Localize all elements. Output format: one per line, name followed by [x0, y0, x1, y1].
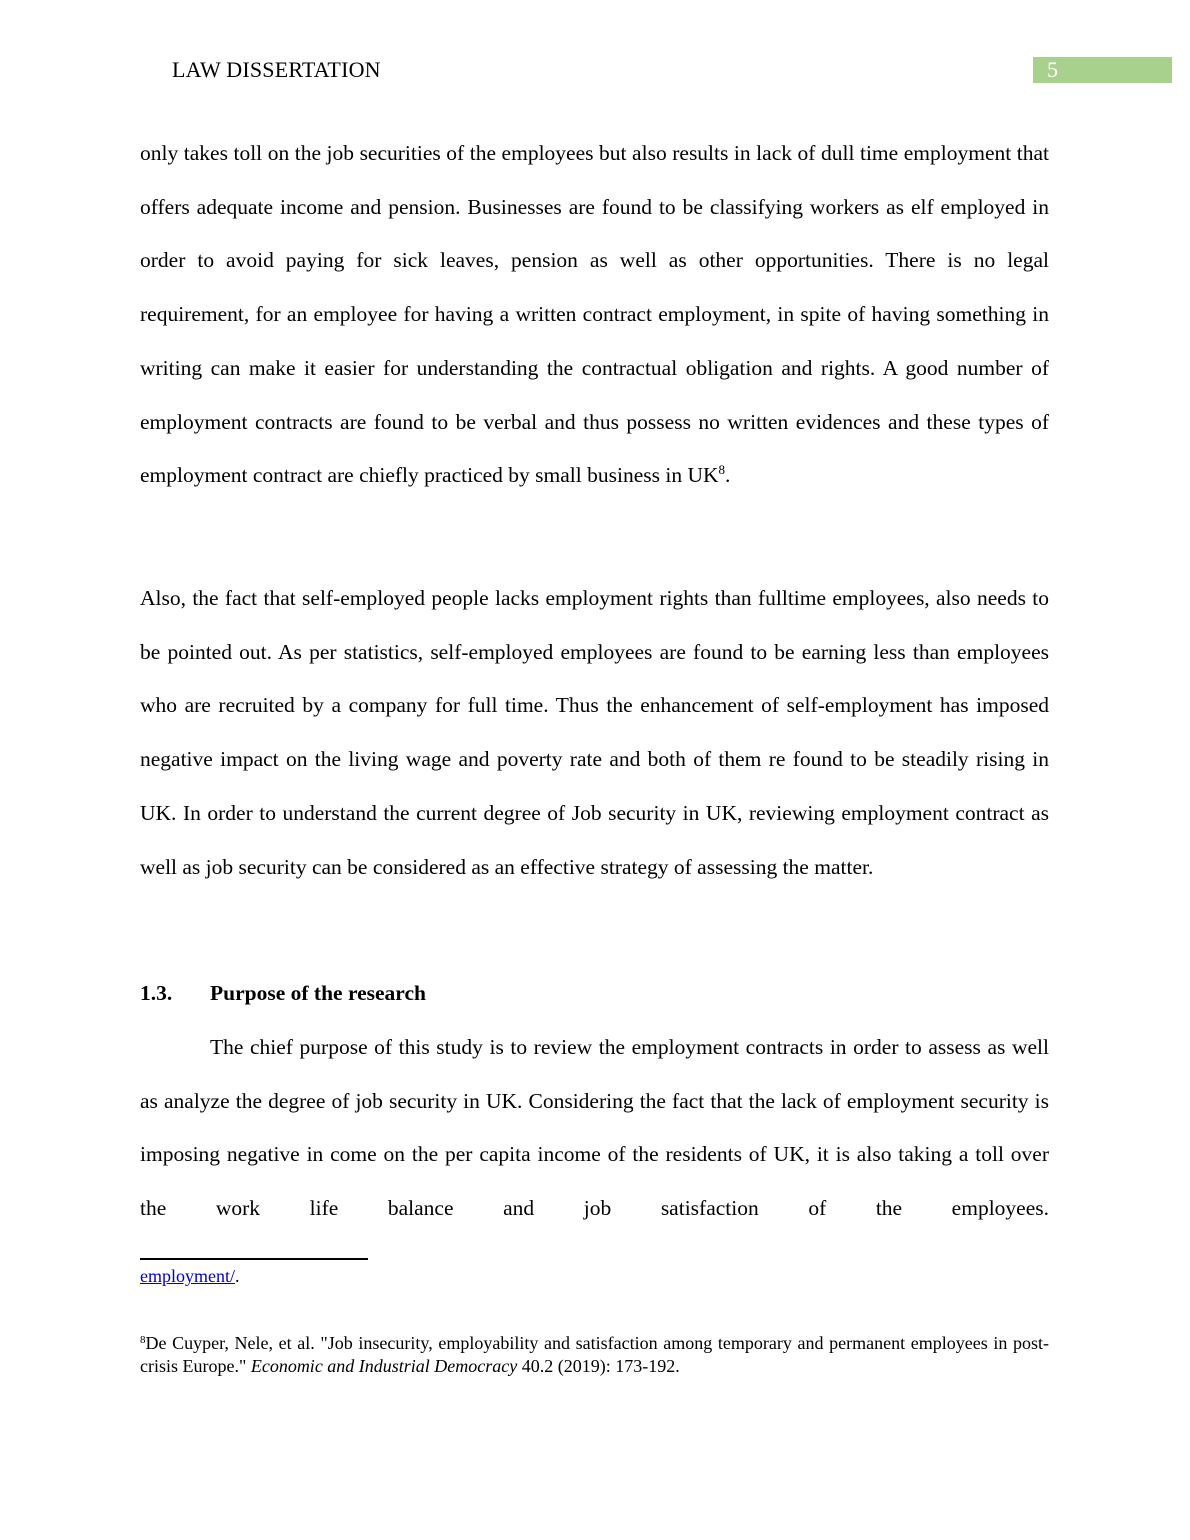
footnote-8-details: 40.2 (2019): 173-192.	[517, 1356, 680, 1376]
paragraph-1-end: .	[725, 463, 731, 488]
section-title: Purpose of the research	[210, 981, 426, 1005]
footnote-continuation	[140, 1264, 239, 1288]
footnote-separator	[140, 1258, 368, 1260]
section-heading	[140, 978, 426, 1008]
body-paragraph-1	[140, 127, 1049, 503]
page-number-badge	[1033, 57, 1172, 83]
body-paragraph-2: Also, the fact that self-employed people lacks employment rights than fulltime employees, also needs to be pointed out. As per statistics, self-employed employees are found to be earning less than employees who are recruited by a company for full time. Thus the enhancement of self-employment has imposed negative impact on the living wage and poverty rate and both of them re found to be steadily rising in UK. In order to understand the current degree of Job security in UK, reviewing employment contract as well as job security can be considered as an effective strategy of assessing the matter.	[140, 586, 1049, 879]
paragraph-1-text: only takes toll on the job securities of the employees but also results in lack of dull time employment that offers adequate income and pension. Businesses are found to be classifying workers as elf employed in order to avoid paying for sick leaves, pension as well as other opportunities. There is no legal requirement, for an employee for having a written contract employment, in spite of having something in writing can make it easier for understanding the contractual obligation and rights. A good number of employment contracts are found to be verbal and thus possess no written evidences and these types of employment contract are chiefly practiced by small business in UK	[140, 141, 1049, 488]
page-number: 5	[1047, 57, 1058, 82]
running-header-title: LAW DISSERTATION	[172, 57, 381, 82]
section-number: 1.3.	[140, 981, 173, 1005]
footnote-8-number: 8	[140, 1334, 146, 1346]
footnote-continuation-end: .	[234, 1266, 240, 1286]
footnote-8-text: De Cuyper, Nele, et al. "Job insecurity, employability and satisfaction among temporary and permanent employees in post-crisis Europe."	[140, 1333, 1049, 1376]
body-paragraph-3: The chief purpose of this study is to review the employment contracts in order to assess as well as analyze the degree of job security in UK. Considering the fact that the lack of employment security is imposing negative in come on the per capita income of the residents of UK, it is also taking a toll over the work life balance and job satisfaction of the employees.	[140, 1035, 1049, 1221]
footnote-8-journal: Economic and Industrial Democracy	[250, 1356, 518, 1376]
footnote-link[interactable]: employment/	[140, 1266, 235, 1286]
footnote-8	[140, 1332, 1049, 1378]
footnote-ref-8[interactable]: 8	[718, 462, 726, 478]
